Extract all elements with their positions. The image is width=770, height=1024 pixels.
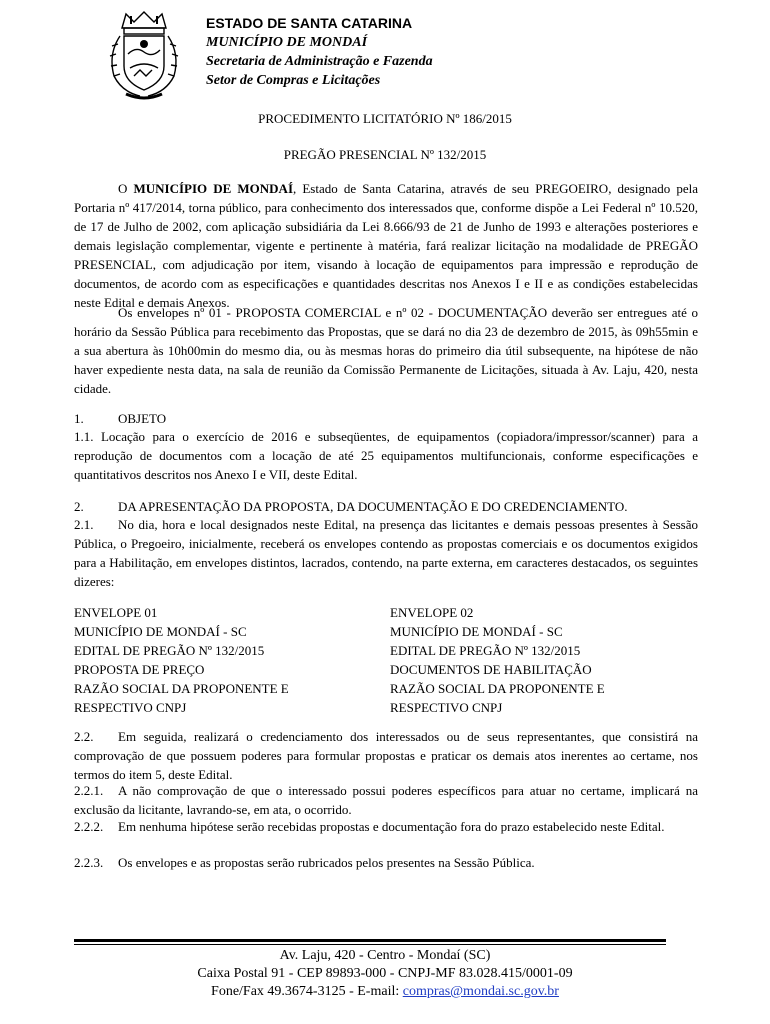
item-2-2-3-number: 2.2.3. [74, 855, 104, 870]
envelope-01-line: RESPECTIVO CNPJ [74, 700, 187, 715]
footer-phone: Fone/Fax 49.3674-3125 - E-mail: [211, 984, 403, 999]
municipality-name: MUNICÍPIO DE MONDAÍ [206, 35, 368, 50]
section-1-text: 1.1. Locação para o exercício de 2016 e subseqüentes, de equipamentos (copiadora/impressor/scanner) para a reprodução de documentos com a locação de até 25 equipamentos multifuncionais, conforme especificações e quantitativos descritos nos Anexo I e VII, deste Edital. [74, 429, 698, 482]
item-2-2-text: Em seguida, realizará o credenciamento dos interessados ou de seus representantes, que consistirá na comprovação de que possuem poderes para formular propostas e praticar os demais atos inerentes ao certame, nos termos do item 5, deste Edital. [74, 729, 698, 782]
section-2-number: 2. [74, 499, 84, 514]
envelope-02-line: EDITAL DE PREGÃO Nº 132/2015 [390, 643, 581, 658]
section-2-title: DA APRESENTAÇÃO DA PROPOSTA, DA DOCUMENTAÇÃO E DO CREDENCIAMENTO. [118, 499, 628, 514]
item-2-2-number: 2.2. [74, 729, 94, 744]
item-2-2-1-text: A não comprovação de que o interessado possui poderes específicos para atuar no certame, implicará na exclusão da licitante, lavrando-se, em ata, o ocorrido. [74, 783, 698, 817]
item-2-2-2-text: Em nenhuma hipótese serão recebidas propostas e documentação fora do prazo estabelecido neste Edital. [118, 819, 665, 834]
section-2-heading [74, 497, 698, 516]
intro-lead: O [118, 181, 134, 196]
item-2-1-number: 2.1. [74, 517, 94, 532]
footer-divider-thin [74, 944, 666, 945]
section-1-number: 1. [74, 411, 84, 426]
footer-email-link[interactable]: compras@mondai.sc.gov.br [402, 984, 559, 999]
envelope-02-line: RAZÃO SOCIAL DA PROPONENTE E [390, 681, 605, 696]
envelope-02-label [390, 603, 700, 717]
procedure-title: PROCEDIMENTO LICITATÓRIO Nº 186/2015 [258, 111, 512, 126]
envelopes-text: Os envelopes nº 01 - PROPOSTA COMERCIAL e nº 02 - DOCUMENTAÇÃO deverão ser entregues até o horário da Sessão Pública para recebimento das Propostas, que se dará no dia 23 de dezembro de 2015, às 09h55min e a sua abertura às 10h00min do mesmo dia, ou às mesmas horas do primeiro dia útil subsequente, na hipótese de não haver expediente nesta data, na sala de reunião da Comissão Permanente de Licitações, situada à Av. Laju, 420, nesta cidade. [74, 305, 698, 396]
intro-paragraph [74, 179, 698, 312]
item-2-1-text: No dia, hora e local designados neste Edital, na presença das licitantes e demais pessoas presentes à Sessão Pública, o Pregoeiro, inicialmente, receberá os envelopes contendo as propostas comerciais e os documentos exigidos para a Habilitação, em envelopes distintos, lacrados, contendo, na parte externa, em caracteres destacados, os seguintes dizeres: [74, 517, 698, 589]
item-2-2-1-number: 2.2.1. [74, 783, 104, 798]
envelope-02-line: RESPECTIVO CNPJ [390, 700, 503, 715]
footer-address: Av. Laju, 420 - Centro - Mondaí (SC) [279, 948, 491, 963]
sector-name: Setor de Compras e Licitações [206, 73, 381, 88]
envelope-01-line: EDITAL DE PREGÃO Nº 132/2015 [74, 643, 265, 658]
footer-postal: Caixa Postal 91 - CEP 89893-000 - CNPJ-MF 83.028.415/0001-09 [197, 966, 573, 981]
state-name: ESTADO DE SANTA CATARINA [206, 15, 413, 31]
item-2-2-3-text: Os envelopes e as propostas serão rubricados pelos presentes na Sessão Pública. [118, 855, 535, 870]
footer-contact [0, 983, 770, 1001]
envelope-01-line: PROPOSTA DE PREÇO [74, 662, 205, 677]
envelope-02-line: DOCUMENTOS DE HABILITAÇÃO [390, 662, 592, 677]
envelope-01-line: RAZÃO SOCIAL DA PROPONENTE E [74, 681, 289, 696]
auction-title: PREGÃO PRESENCIAL Nº 132/2015 [283, 147, 487, 162]
envelope-02-line: MUNICÍPIO DE MONDAÍ - SC [390, 624, 563, 639]
section-1-title: OBJETO [118, 411, 167, 426]
envelope-01-line: MUNICÍPIO DE MONDAÍ - SC [74, 624, 247, 639]
letterhead [206, 14, 433, 90]
envelope-01-label [74, 603, 384, 717]
intro-municipality: MUNICÍPIO DE MONDAÍ [133, 181, 294, 196]
intro-text: , Estado de Santa Catarina, através de seu PREGOEIRO, designado pela Portaria nº 417/2014, torna público, para conhecimento dos interessados que, conforme dispõe a Lei Federal nº 10.520, de 17 de Julho de 2002, com aplicação subsidiária da Lei 8.666/93 de 21 de Junho de 1993 e alterações posteriores e demais legislação complementar, vigente e pertinente à matéria, fará realizar licitação na modalidade de PREGÃO PRESENCIAL, com adjudicação por item, visando à locação de equipamentos para impressão e reprodução de documentos, de acordo com as especificações e quantidades descritas nos Anexos I e II e as condições estabelecidas neste Edital e demais Anexos. [74, 181, 698, 310]
envelope-02-line: ENVELOPE 02 [390, 605, 474, 620]
item-2-1 [74, 515, 698, 591]
item-2-2 [74, 727, 698, 784]
envelope-01-line: ENVELOPE 01 [74, 605, 158, 620]
municipal-coat-of-arms-icon [100, 10, 188, 102]
item-2-2-3 [74, 853, 698, 872]
item-2-2-2 [74, 817, 698, 836]
department-name: Secretaria de Administração e Fazenda [206, 54, 433, 69]
footer-divider [74, 939, 666, 942]
item-2-2-2-number: 2.2.2. [74, 819, 104, 834]
envelopes-paragraph [74, 303, 698, 398]
section-1-heading [74, 409, 698, 428]
item-2-2-1 [74, 781, 698, 819]
